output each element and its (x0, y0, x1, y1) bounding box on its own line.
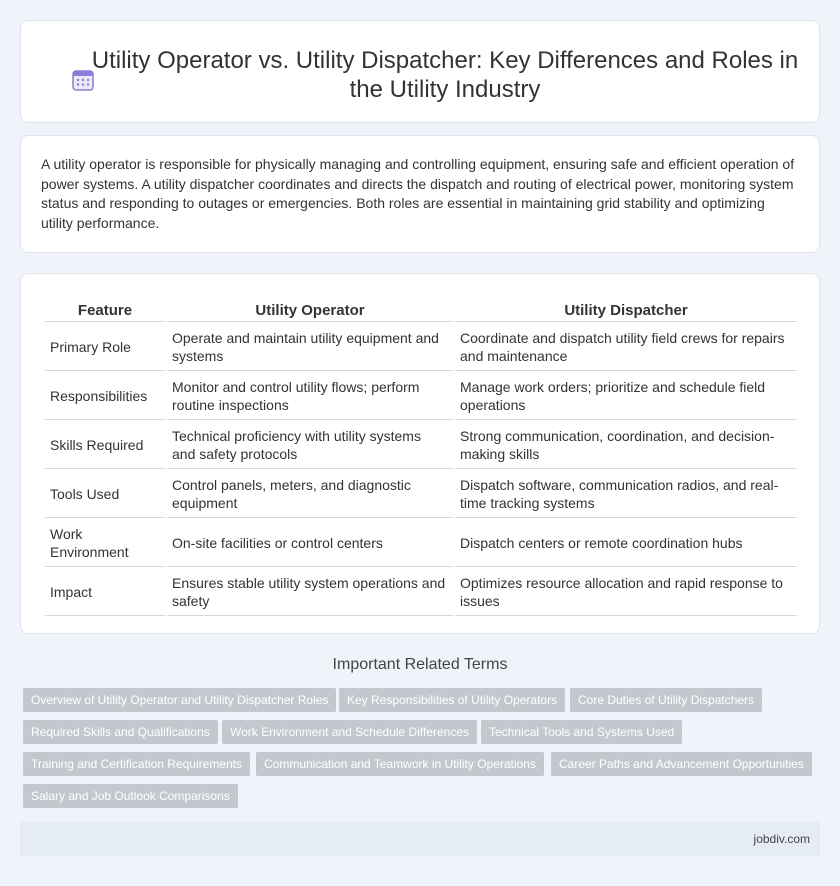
comparison-table (43, 294, 799, 618)
related-term-tag[interactable]: Overview of Utility Operator and Utility Dispatcher Roles (23, 688, 336, 712)
table-row (45, 324, 797, 371)
related-term-tag[interactable]: Core Duties of Utility Dispatchers (570, 688, 762, 712)
header-utility-operator: Utility Operator (167, 296, 453, 322)
related-term-tag[interactable]: Key Responsibilities of Utility Operators (339, 688, 565, 712)
dispatcher-cell: Manage work orders; prioritize and schedule field operations (455, 373, 797, 420)
dispatcher-cell: Strong communication, coordination, and decision-making skills (455, 422, 797, 469)
feature-cell: Responsibilities (45, 373, 165, 420)
intro-paragraph: A utility operator is responsible for physically managing and controlling equipment, ensuring safe and efficient operation of power systems. A utility dispatcher coordinates and directs the dispatch and routing of electrical power, monitoring system status and responding to outages or emergencies. Both roles are essential in maintaining grid stability and optimizing utility performance. (41, 156, 795, 231)
intro-card (20, 135, 820, 253)
page-title: Utility Operator vs. Utility Dispatcher: Key Differences and Roles in the Utility Industry (91, 47, 799, 103)
related-term-tag[interactable]: Communication and Teamwork in Utility Operations (256, 752, 544, 776)
header-utility-dispatcher: Utility Dispatcher (455, 296, 797, 322)
related-terms-heading: Important Related Terms (332, 656, 508, 673)
related-term-tag[interactable]: Career Paths and Advancement Opportunities (551, 752, 812, 776)
operator-cell: Ensures stable utility system operations and safety (167, 569, 453, 616)
feature-cell: Primary Role (45, 324, 165, 371)
dispatcher-cell: Dispatch software, communication radios, and real-time tracking systems (455, 471, 797, 518)
header-feature: Feature (45, 296, 165, 322)
table-row (45, 471, 797, 518)
feature-cell: Work Environment (45, 520, 165, 567)
operator-cell: Monitor and control utility flows; perform routine inspections (167, 373, 453, 420)
operator-cell: Technical proficiency with utility systems and safety protocols (167, 422, 453, 469)
footer-site-link[interactable]: jobdiv.com (753, 832, 810, 846)
feature-cell: Skills Required (45, 422, 165, 469)
operator-cell: Operate and maintain utility equipment and systems (167, 324, 453, 371)
dispatcher-cell: Dispatch centers or remote coordination hubs (455, 520, 797, 567)
related-term-tag[interactable]: Technical Tools and Systems Used (481, 720, 682, 744)
related-term-tag[interactable]: Work Environment and Schedule Differences (222, 720, 477, 744)
table-header-row (45, 296, 797, 322)
footer (20, 822, 820, 856)
dispatcher-cell: Coordinate and dispatch utility field crews for repairs and maintenance (455, 324, 797, 371)
table-row (45, 373, 797, 420)
table-row (45, 422, 797, 469)
table-row (45, 520, 797, 567)
operator-cell: Control panels, meters, and diagnostic equipment (167, 471, 453, 518)
operator-cell: On-site facilities or control centers (167, 520, 453, 567)
feature-cell: Impact (45, 569, 165, 616)
related-term-tag[interactable]: Required Skills and Qualifications (23, 720, 218, 744)
feature-cell: Tools Used (45, 471, 165, 518)
related-term-tag[interactable]: Training and Certification Requirements (23, 752, 250, 776)
comparison-card (20, 273, 820, 634)
related-term-tag[interactable]: Salary and Job Outlook Comparisons (23, 784, 238, 808)
dispatcher-cell: Optimizes resource allocation and rapid response to issues (455, 569, 797, 616)
table-row (45, 569, 797, 616)
title-card (20, 20, 820, 123)
